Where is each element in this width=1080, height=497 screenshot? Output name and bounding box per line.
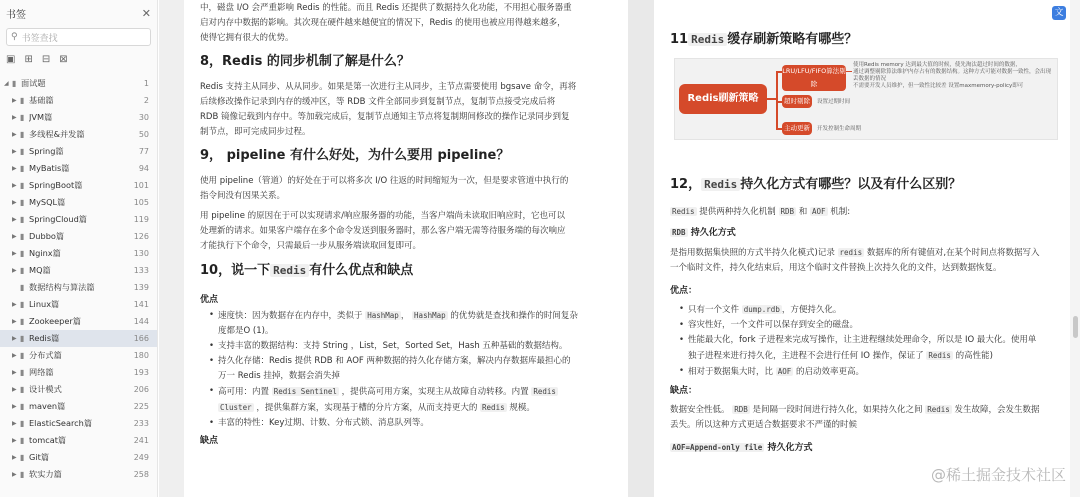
paragraph	[670, 245, 1066, 261]
sidebar-item-page: 2	[143, 96, 149, 105]
sidebar-item-label: 数据结构与算法篇	[29, 282, 95, 292]
sidebar-item-page: 258	[133, 470, 149, 479]
sidebar-item[interactable]	[0, 160, 157, 177]
list-text: 的高性能)	[955, 351, 993, 361]
advantages-list	[206, 308, 620, 431]
mindmap-node-lru: LRU/LFU/FIFO算法剔除	[782, 65, 846, 91]
list-item	[206, 308, 620, 339]
sidebar-item-label: Zookeeper篇	[29, 316, 81, 326]
sidebar-item-page: 166	[133, 334, 149, 343]
sidebar-item-label: JVM篇	[29, 112, 53, 122]
chevron-right-icon[interactable]: ▶	[12, 352, 17, 359]
mindmap-node-timeout: 超时剔除	[782, 95, 812, 108]
search-placeholder: 书签查找	[21, 33, 58, 44]
list-item	[206, 384, 620, 416]
sidebar-item-page: 180	[133, 351, 149, 360]
list-text: ，	[400, 311, 410, 321]
text: 发生故障，会发生数据	[954, 405, 1040, 415]
sidebar-item[interactable]	[0, 347, 157, 364]
paragraph: 使得它拥有很大的优势。	[200, 33, 294, 43]
inline-code: RDB	[780, 207, 795, 216]
sidebar-item-label: maven篇	[29, 401, 66, 411]
list-text: 的优势就是查找和操作的时间复杂	[450, 311, 578, 321]
bookmark-icon: ▮	[20, 232, 25, 241]
sidebar-item-label: ElasticSearch篇	[29, 418, 93, 428]
bookmark-icon: ▮	[20, 266, 25, 275]
bookmark-icon: ▮	[20, 113, 25, 122]
sidebar-item-label: MQ篇	[29, 265, 51, 275]
inline-code: Redis Sentinel	[273, 387, 337, 396]
sidebar-item-label: Dubbo篇	[29, 231, 65, 241]
sidebar-item[interactable]	[0, 228, 157, 245]
paragraph: 丢失。所以这种方式更适合数据要求不严谨的时候	[670, 420, 858, 430]
mindmap-note: 开发控制生命周期	[817, 126, 862, 132]
heading-text: 11	[670, 32, 689, 47]
chevron-right-icon[interactable]: ▶	[12, 369, 17, 376]
list-text: ，方便持久化。	[781, 305, 842, 315]
text: 数据安全性低。	[670, 405, 730, 415]
sidebar-item-page: 225	[133, 402, 149, 411]
list-text: 度都是O (1)。	[218, 326, 274, 336]
mindmap-root: Redis刷新策略	[679, 84, 767, 114]
sidebar-item[interactable]	[0, 313, 157, 330]
sidebar-item-label: 设计模式	[29, 384, 62, 394]
list-item	[206, 354, 620, 384]
list-text: 只有一个文件	[688, 305, 740, 315]
paragraph: 一个临时文件，持久化结束后，用这个临时文件替换上次持久化的文件，达到数据恢复。	[670, 263, 1002, 273]
sidebar-item-label: 网络篇	[29, 367, 54, 377]
list-item	[206, 339, 620, 354]
bookmark-expand-icon[interactable]: ⊞	[24, 53, 33, 65]
sidebar-item[interactable]	[0, 330, 157, 347]
sidebar-item-page: 206	[133, 385, 149, 394]
mindmap-note: 设置过期时间	[817, 99, 851, 105]
paragraph	[670, 204, 850, 220]
sidebar-item[interactable]	[0, 398, 157, 415]
inline-code: HashMap	[367, 311, 399, 320]
bookmark-icon: ▮	[20, 402, 25, 411]
sidebar-item[interactable]	[0, 415, 157, 432]
chevron-right-icon[interactable]: ▶	[12, 267, 17, 274]
sidebar-item-label: SpringBoot篇	[29, 180, 83, 190]
chevron-right-icon[interactable]: ▶	[12, 403, 17, 410]
chevron-right-icon[interactable]: ▶	[12, 97, 17, 104]
bookmark-collapse-icon[interactable]: ⊟	[41, 53, 51, 65]
sidebar-item-page: 249	[133, 453, 149, 462]
sidebar-item-label: 分布式篇	[29, 350, 62, 360]
list-text: 相对于数据集大时，比	[688, 367, 774, 377]
text: 机制:	[830, 207, 851, 217]
paragraph: 使用 pipeline（管道）的好处在于可以将多次 I/O 往返的时间缩短为一次，但是要求管道中执行的	[200, 176, 569, 186]
bookmark-search-input[interactable]	[6, 28, 151, 46]
sidebar-item-page: 50	[138, 130, 149, 139]
page-gutter-left	[159, 0, 184, 497]
chevron-right-icon[interactable]: ▶	[12, 131, 17, 138]
text: 数据库的所有键值对,在某个时间点将数据写入	[866, 248, 1040, 258]
chevron-right-icon[interactable]: ▶	[12, 250, 17, 257]
list-item	[676, 318, 1068, 333]
sidebar-item[interactable]	[0, 177, 157, 194]
sidebar-item[interactable]	[0, 364, 157, 381]
sidebar-item[interactable]	[0, 143, 157, 160]
rdb-subheading	[670, 225, 736, 238]
sidebar-item-page: 130	[133, 249, 149, 258]
sidebar-item-page: 94	[138, 164, 149, 173]
inline-code: Redis	[270, 264, 309, 277]
bookmark-icon: ▮	[20, 215, 25, 224]
heading-9: 9， pipeline 有什么好处，为什么要用 pipeline？	[200, 148, 510, 163]
chevron-right-icon[interactable]: ▶	[12, 165, 17, 172]
bookmark-icon: ▮	[20, 419, 25, 428]
sidebar-title: 书签	[6, 9, 26, 21]
mindmap-note	[853, 62, 1055, 90]
mindmap-connector	[776, 71, 778, 129]
chevron-right-icon[interactable]: ▶	[12, 182, 17, 189]
sidebar-item[interactable]	[0, 381, 157, 398]
heading-text: 10，说一下	[200, 263, 271, 278]
paragraph: RDB 镜像记载到内存中。等加载完成后，复制节点通知主节点将复制期间修改的操作记录同步到复	[200, 112, 570, 122]
chevron-right-icon[interactable]: ▶	[12, 148, 17, 155]
heading-11	[670, 31, 857, 49]
inline-code: AOF=Append-only file	[672, 443, 763, 452]
heading-text: 缓存刷新策略有哪些？	[727, 32, 858, 47]
inline-code: dump.rdb	[743, 305, 780, 314]
sidebar-item-page: 1	[143, 79, 149, 88]
heading-text: 12，	[670, 177, 702, 192]
paragraph: 启对内存中数据的影响。其次现在硬件越来越便宜的情况下，Redis 的使用也被应用得越来越多，	[200, 18, 566, 28]
sidebar-item[interactable]	[0, 245, 157, 262]
sidebar-item-page: 233	[133, 419, 149, 428]
note-line: 通过调整剔除算法维护内存占有的数据结构。这种方式可能对数据一致性，会出现丢数据的情况	[853, 69, 1052, 82]
sidebar-item[interactable]	[0, 92, 157, 109]
sidebar-item-page: 77	[138, 147, 149, 156]
text: 是指用数据集快照的方式半持久化模式)记录	[670, 248, 835, 258]
inline-code: RDB	[672, 228, 686, 237]
bookmark-icon: ▮	[20, 470, 25, 479]
sidebar-item-label: SpringCloud篇	[29, 214, 87, 224]
chevron-down-icon[interactable]: ◢	[4, 80, 9, 87]
bookmark-icon: ▮	[20, 334, 25, 343]
sidebar-item-page: 30	[138, 113, 149, 122]
bookmark-icon: ▮	[20, 283, 25, 292]
sidebar-item[interactable]	[0, 449, 157, 466]
sidebar-item[interactable]	[0, 194, 157, 211]
chevron-right-icon[interactable]: ▶	[12, 233, 17, 240]
paragraph: 制节点，即可完成同步过程。	[200, 127, 311, 137]
bookmark-icon: ▮	[20, 453, 25, 462]
bookmark-icon: ▮	[12, 79, 17, 88]
bookmark-icon: ▮	[20, 436, 25, 445]
list-text: 万一 Redis 挂掉，数据会消失掉	[218, 371, 340, 381]
close-icon[interactable]: ✕	[141, 6, 151, 20]
list-text: ，提供高可用方案，实现主从故障自动转移。内置	[341, 387, 529, 397]
sidebar-item[interactable]	[0, 211, 157, 228]
bookmark-icon: ▮	[20, 164, 25, 173]
bookmark-icon: ▮	[20, 385, 25, 394]
heading-12	[670, 176, 961, 194]
inline-code: redis	[839, 248, 863, 257]
sidebar-item-page: 241	[133, 436, 149, 445]
paragraph: 用 pipeline 的原因在于可以实现请求/响应服务器的功能，当客户端尚未读取旧响应时，它也可以	[200, 211, 565, 221]
bookmark-icon: ▮	[20, 368, 25, 377]
page-gutter-middle	[628, 0, 654, 497]
bookmark-add-icon[interactable]: ▣	[6, 53, 16, 65]
aof-subheading	[670, 440, 812, 453]
list-text: 支持丰富的数据结构：支持 String ，List，Set，Sorted Set，Hash 五种基础的数据结构。	[218, 341, 568, 351]
sidebar-item[interactable]	[0, 466, 157, 483]
sidebar-toolbar	[0, 49, 157, 69]
bookmark-icon: ▮	[20, 351, 25, 360]
advantages-label: 优点	[200, 295, 219, 305]
document-page-left	[184, 0, 628, 497]
sidebar-item-label: Redis篇	[29, 333, 60, 343]
subheading-text: 持久化方式	[767, 443, 813, 453]
bookmark-sidebar	[0, 0, 158, 497]
sidebar-item-label: 多线程&并发篇	[29, 129, 85, 139]
bookmark-icon: ▮	[20, 130, 25, 139]
bookmark-list	[0, 69, 157, 483]
paragraph: 处理新的请求。如果客户端存在多个命令发送到服务器时，那么客户端无需等待服务端的每次响应	[200, 226, 566, 236]
bookmark-icon: ▮	[20, 181, 25, 190]
watermark: @稀土掘金技术社区	[930, 466, 1066, 484]
subheading-text: 持久化方式	[690, 228, 736, 238]
text: 提供两种持久化机制	[699, 207, 776, 217]
chevron-right-icon[interactable]: ▶	[12, 386, 17, 393]
bookmark-icon: ▮	[20, 249, 25, 258]
text: 是间隔一段时间进行持久化，如果持久化之间	[752, 405, 923, 415]
list-text: 独子进程来进行持久化，主进程不会进行任何 IO 操作，保证了	[688, 351, 924, 361]
list-text: 性能最大化，fork 子进程来完成写操作，让主进程继续处理命令，所以是 IO 最大化。使用单	[688, 335, 1037, 345]
inline-code: Redis	[701, 178, 740, 191]
heading-text: 持久化方式有哪些？以及有什么区别？	[740, 177, 962, 192]
sidebar-header	[0, 0, 157, 26]
paragraph	[670, 402, 1066, 418]
chevron-right-icon[interactable]: ▶	[12, 301, 17, 308]
chevron-right-icon[interactable]: ▶	[12, 454, 17, 461]
sidebar-item[interactable]	[0, 109, 157, 126]
bookmark-icon: ▮	[20, 317, 25, 326]
list-text: 的启动效率更高。	[795, 367, 864, 377]
list-text: ，提供集群方案，实现基于槽的分片方案，从而支持更大的	[256, 403, 478, 413]
sidebar-item-page: 139	[133, 283, 149, 292]
sidebar-item-label: Git篇	[29, 452, 50, 462]
paragraph: 指令间没有因果关系。	[200, 191, 286, 201]
chevron-right-icon[interactable]: ▶	[12, 199, 17, 206]
heading-text: 有什么优点和缺点	[309, 263, 414, 278]
chevron-right-icon[interactable]: ▶	[12, 114, 17, 121]
list-text: 持久化存储：Redis 提供 RDB 和 AOF 两种数据的持久化存储方案，解决内存数据库最担心的	[218, 356, 571, 366]
mindmap-connector	[846, 71, 852, 72]
inline-code: Cluster	[220, 403, 252, 412]
inline-code: Redis	[533, 387, 556, 396]
chevron-right-icon[interactable]: ▶	[12, 471, 17, 478]
sidebar-item[interactable]	[0, 279, 157, 296]
inline-code: Redis	[672, 207, 695, 216]
sidebar-item-page: 144	[133, 317, 149, 326]
sidebar-item[interactable]	[0, 262, 157, 279]
sidebar-item-label: MySQL篇	[29, 197, 66, 207]
inline-code: Redis	[482, 403, 505, 412]
note-line: 使用Redis memory 达到最大值的时候，使先淘汰超过时间的数据，	[853, 62, 1021, 68]
chevron-right-icon[interactable]: ▶	[12, 335, 17, 342]
chevron-right-icon[interactable]: ▶	[12, 216, 17, 223]
disadvantages-label: 缺点：	[670, 386, 698, 396]
scrollbar-thumb[interactable]	[1073, 316, 1078, 338]
inline-code: AOF	[777, 367, 792, 376]
sidebar-item-label: Spring篇	[29, 146, 64, 156]
sidebar-item-label: tomcat篇	[29, 435, 67, 445]
sidebar-item-page: 101	[133, 181, 149, 190]
paragraph: Redis 支持主从同步、从从同步。如果是第一次进行主从同步，主节点需要使用 bgsave 命令，再将	[200, 82, 577, 92]
sidebar-item-page: 126	[133, 232, 149, 241]
sidebar-item-label: 软实力篇	[29, 469, 62, 479]
list-text: 速度快：因为数据存在内存中，类似于	[218, 311, 363, 321]
advantages-label: 优点：	[670, 286, 698, 296]
bookmark-icon: ▮	[20, 147, 25, 156]
sidebar-item-label: Linux篇	[29, 299, 60, 309]
list-item	[206, 416, 620, 431]
vertical-scrollbar[interactable]	[1070, 0, 1080, 497]
list-text: 丰富的特性：Key过期、计数、分布式锁、消息队列等。	[218, 418, 429, 428]
inline-code: HashMap	[414, 311, 446, 320]
chevron-right-icon[interactable]: ▶	[12, 420, 17, 427]
heading-8: 8，Redis 的同步机制了解是什么？	[200, 54, 410, 69]
mindmap-node-active: 主动更新	[782, 122, 812, 135]
heading-10	[200, 262, 413, 280]
bookmark-delete-icon[interactable]: ⊠	[59, 53, 68, 65]
sidebar-item[interactable]	[0, 432, 157, 449]
inline-code: AOF	[811, 207, 826, 216]
paragraph: 中，磁盘 I/O 会严重影响 Redis 的性能。而且 Redis 还提供了数据持久化功能，不用担心服务器重	[200, 3, 572, 13]
text: 和	[798, 207, 808, 217]
bookmark-icon: ▮	[20, 96, 25, 105]
advantages-list	[676, 302, 1068, 380]
sidebar-item-page: 141	[133, 300, 149, 309]
list-item	[676, 333, 1068, 364]
inline-code: Redis	[688, 33, 727, 46]
sidebar-item-page: 119	[133, 215, 149, 224]
list-item	[676, 364, 1068, 380]
list-text: 高可用：内置	[218, 387, 270, 397]
chevron-right-icon[interactable]: ▶	[12, 437, 17, 444]
bookmark-icon: ▮	[20, 198, 25, 207]
list-text: 容灾性好，一个文件可以保存到安全的磁盘。	[688, 320, 859, 330]
sidebar-item[interactable]	[0, 296, 157, 313]
sidebar-item[interactable]	[0, 126, 157, 143]
list-text: 规模。	[509, 403, 535, 413]
disadvantages-label: 缺点	[200, 436, 219, 446]
note-line: 不需要开发人员维护，但一致性比较差 设置maxmemory-policy即可	[853, 83, 1024, 89]
sidebar-item-label: MyBatis篇	[29, 163, 70, 173]
sidebar-item[interactable]	[0, 75, 157, 92]
paragraph: 才能执行下个命令，只需最后一步从服务端读取回复即可。	[200, 241, 422, 251]
translate-icon[interactable]: 文	[1052, 6, 1066, 20]
sidebar-item-page: 133	[133, 266, 149, 275]
search-icon: ⚲	[11, 32, 18, 42]
sidebar-item-label: 面试题	[21, 78, 46, 88]
sidebar-item-label: 基础篇	[29, 95, 54, 105]
bookmark-icon: ▮	[20, 300, 25, 309]
inline-code: Redis	[928, 351, 951, 360]
sidebar-item-page: 193	[133, 368, 149, 377]
list-item	[676, 302, 1068, 318]
sidebar-item-label: Nginx篇	[29, 248, 61, 258]
sidebar-item-page: 105	[133, 198, 149, 207]
chevron-right-icon[interactable]: ▶	[12, 318, 17, 325]
refresh-strategy-mindmap	[674, 58, 1058, 140]
paragraph: 后续修改操作记录到内存的缓冲区，等 RDB 文件全部同步到复制节点，复制节点接受完成后将	[200, 97, 556, 107]
inline-code: RDB	[734, 405, 748, 414]
inline-code: Redis	[927, 405, 950, 414]
